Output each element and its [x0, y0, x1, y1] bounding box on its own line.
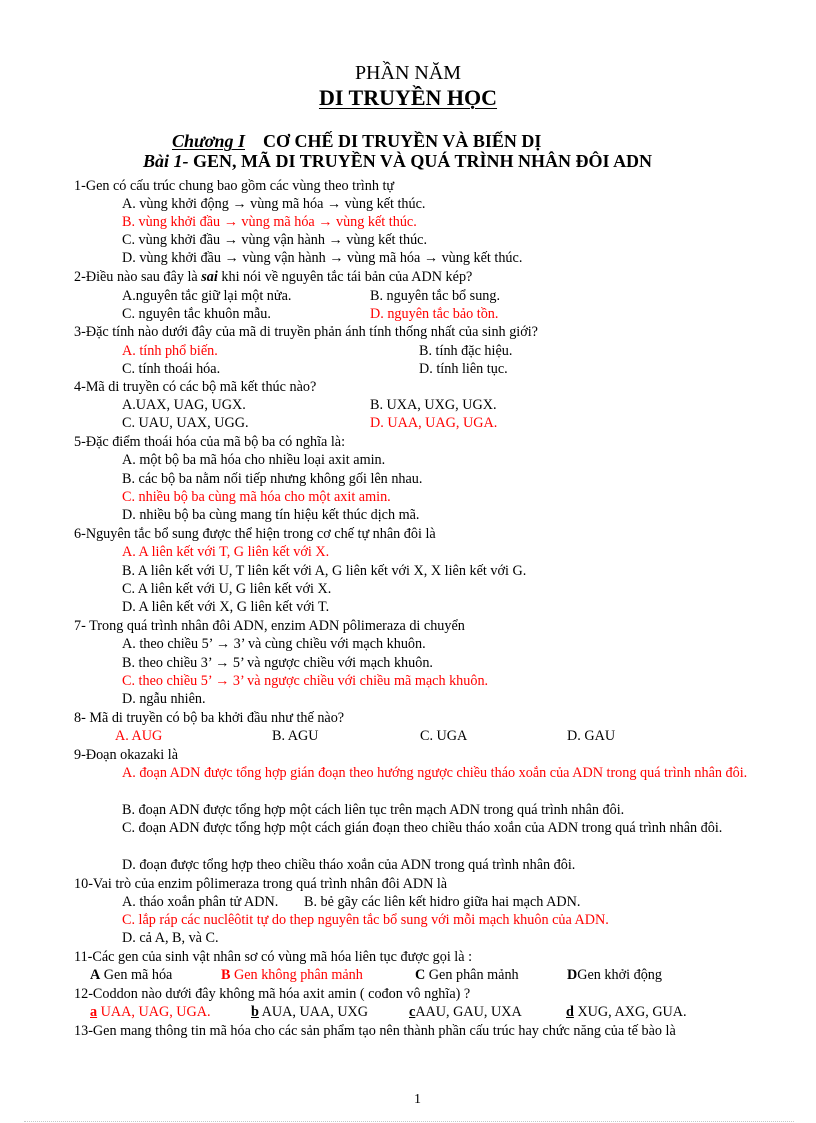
question-7-stem: 7- Trong quá trình nhân đôi ADN, enzim ADN pôlimeraza di chuyển: [74, 618, 465, 634]
question-4-option-c: C. UAU, UAX, UGG.: [122, 415, 249, 431]
question-10-option-c-correct: C. lắp ráp các nuclêôtit tự do thep nguyên tắc bổ sung với mỗi mạch khuôn của ADN.: [122, 912, 609, 928]
option-text: Gen không phân mảnh: [230, 967, 363, 983]
question-12-stem: 12-Coddon nào dưới đây không mã hóa axit amin ( cođon vô nghĩa) ?: [74, 986, 471, 1002]
question-1-option-c: C. vùng khởi đầu → vùng vận hành → vùng kết thúc.: [122, 232, 428, 248]
question-8-stem: 8- Mã di truyền có bộ ba khởi đầu như thế nào?: [74, 710, 345, 726]
question-9-option-d: D. đoạn được tổng hợp theo chiều tháo xoắn của ADN trong quá trình nhân đôi.: [122, 857, 576, 873]
option-text: AUA, UAA, UXG: [258, 1004, 369, 1020]
question-13-stem: 13-Gen mang thông tin mã hóa cho các sản phẩm tạo nên thành phần cấu trúc hay chức năng của tế bào là: [74, 1023, 676, 1039]
page-bottom-rule: [24, 1121, 794, 1122]
question-8-option-b: B. AGU: [272, 728, 319, 744]
question-4-stem: 4-Mã di truyền có các bộ mã kết thúc nào?: [74, 379, 317, 395]
option-text: Gen khởi động: [577, 967, 662, 983]
question-6-option-b: B. A liên kết với U, T liên kết với A, G liên kết với X, X liên kết với G.: [122, 563, 527, 579]
question-10-option-d: D. cả A, B, và C.: [122, 930, 219, 946]
question-9-option-a-correct: A. đoạn ADN được tổng hợp gián đoạn theo hướng ngược chiều tháo xoắn của ADN trong quá trình nhân đôi.: [122, 765, 748, 781]
question-2-stem-post: khi nói về nguyên tắc tái bản của ADN kép?: [217, 269, 473, 285]
question-9-option-b: B. đoạn ADN được tổng hợp một cách liên tục trên mạch ADN trong quá trình nhân đôi.: [122, 802, 625, 818]
question-7-option-c-correct: C. theo chiều 5’ → 3’ và ngược chiều với chiều mã mạch khuôn.: [122, 673, 489, 689]
question-3-option-d: D. tính liên tục.: [419, 361, 508, 377]
option-text: AAU, GAU, UXA: [415, 1004, 522, 1020]
lesson-heading: [143, 151, 652, 172]
option-text: Gen mã hóa: [100, 967, 173, 983]
option-text: UAA, UAG, UGA.: [97, 1004, 211, 1020]
question-3-stem: 3-Đặc tính nào dưới đây của mã di truyền phản ánh tính thống nhất của sinh giới?: [74, 324, 538, 340]
lesson-label: Bài 1-: [143, 151, 189, 171]
question-7-option-d: D. ngẫu nhiên.: [122, 691, 206, 707]
question-9-option-c: C. đoạn ADN được tổng hợp một cách gián đoạn theo chiều tháo xoắn của ADN trong quá trình nhân đôi.: [122, 820, 723, 836]
question-10-option-b: B. bẻ gãy các liên kết hidro giữa hai mạch ADN.: [304, 894, 581, 910]
question-11-option-b-correct: [221, 966, 363, 984]
chapter-title: CƠ CHẾ DI TRUYỀN VÀ BIẾN DỊ: [262, 131, 542, 151]
question-7-option-b: B. theo chiều 3’ → 5’ và ngược chiều với mạch khuôn.: [122, 655, 433, 671]
question-12-option-a-correct: [90, 1003, 211, 1021]
question-5-option-b: B. các bộ ba nằm nối tiếp nhưng không gối lên nhau.: [122, 471, 423, 487]
question-5-stem: 5-Đặc điểm thoái hóa của mã bộ ba có nghĩa là:: [74, 434, 346, 450]
question-11-option-a: [90, 966, 172, 984]
page-number: 1: [414, 1092, 421, 1107]
unit-title: DI TRUYỀN HỌC: [318, 85, 498, 110]
question-4-option-d-correct: D. UAA, UAG, UGA.: [370, 415, 498, 431]
question-11-option-c: [415, 966, 519, 984]
question-10-stem: 10-Vai trò của enzim pôlimeraza trong quá trình nhân đôi ADN là: [74, 876, 448, 892]
question-6-stem: 6-Nguyên tắc bổ sung được thể hiện trong cơ chế tự nhân đôi là: [74, 526, 436, 542]
question-2-option-d-correct: D. nguyên tắc bảo tồn.: [370, 306, 499, 322]
part-title: PHẦN NĂM: [354, 62, 462, 84]
question-8-option-c: C. UGA: [420, 728, 468, 744]
option-letter: D: [567, 967, 578, 983]
question-3-option-a-correct: A. tính phổ biến.: [122, 343, 218, 359]
question-12-option-c: [409, 1003, 522, 1021]
question-3-option-c: C. tính thoái hóa.: [122, 361, 221, 377]
question-2-stem-pre: 2-Điều nào sau đây là: [74, 269, 202, 285]
question-5-option-a: A. một bộ ba mã hóa cho nhiều loại axit amin.: [122, 452, 386, 468]
question-6-option-c: C. A liên kết với U, G liên kết với X.: [122, 581, 332, 597]
option-letter: B: [221, 967, 231, 983]
option-text: Gen phân mảnh: [425, 967, 519, 983]
question-5-option-d: D. nhiều bộ ba cùng mang tín hiệu kết thúc dịch mã.: [122, 507, 420, 523]
question-1-option-b-correct: B. vùng khởi đầu → vùng mã hóa → vùng kết thúc.: [122, 214, 417, 230]
question-12-option-d: [566, 1003, 687, 1021]
chapter-label: Chương I: [172, 131, 245, 151]
question-12-option-b: [251, 1003, 368, 1021]
lesson-title: GEN, MÃ DI TRUYỀN VÀ QUÁ TRÌNH NHÂN ĐÔI ADN: [188, 151, 653, 171]
question-2-stem: [74, 268, 472, 286]
option-letter: C: [415, 967, 426, 983]
question-2-option-a: A.nguyên tắc giữ lại một nửa.: [122, 288, 292, 304]
question-8-option-d: D. GAU: [567, 728, 616, 744]
option-letter: c: [409, 1004, 416, 1020]
question-11-option-d: [567, 966, 662, 984]
question-10-option-a: A. tháo xoắn phân tử ADN.: [122, 894, 279, 910]
question-6-option-d: D. A liên kết với X, G liên kết với T.: [122, 599, 330, 615]
question-6-option-a-correct: A. A liên kết với T, G liên kết với X.: [122, 544, 330, 560]
question-2-option-b: B. nguyên tắc bổ sung.: [370, 288, 501, 304]
question-1-option-a: A. vùng khởi động → vùng mã hóa → vùng kết thúc.: [122, 196, 426, 212]
chapter-heading: [172, 131, 541, 152]
question-8-option-a-correct: A. AUG: [115, 728, 163, 744]
option-letter: d: [566, 1004, 574, 1020]
question-1-stem: 1-Gen có cấu trúc chung bao gồm các vùng theo trình tự: [74, 178, 395, 194]
option-letter: A: [90, 967, 101, 983]
question-11-stem: 11-Các gen của sinh vật nhân sơ có vùng mã hóa liên tục được gọi là :: [74, 949, 473, 965]
question-4-option-b: B. UXA, UXG, UGX.: [370, 397, 497, 413]
question-2-option-c: C. nguyên tắc khuôn mẫu.: [122, 306, 271, 322]
question-7-option-a: A. theo chiều 5’ → 3’ và cùng chiều với mạch khuôn.: [122, 636, 426, 652]
question-4-option-a: A.UAX, UAG, UGX.: [122, 397, 246, 413]
question-9-stem: 9-Đoạn okazaki là: [74, 747, 178, 763]
question-1-option-d: D. vùng khởi đầu → vùng vận hành → vùng mã hóa → vùng kết thúc.: [122, 250, 523, 266]
question-2-stem-emphasis: sai: [201, 269, 218, 285]
option-letter: b: [251, 1004, 259, 1020]
question-3-option-b: B. tính đặc hiệu.: [419, 343, 513, 359]
question-5-option-c-correct: C. nhiều bộ ba cùng mã hóa cho một axit amin.: [122, 489, 391, 505]
option-text: XUG, AXG, GUA.: [573, 1004, 687, 1020]
option-letter: a: [90, 1004, 98, 1020]
